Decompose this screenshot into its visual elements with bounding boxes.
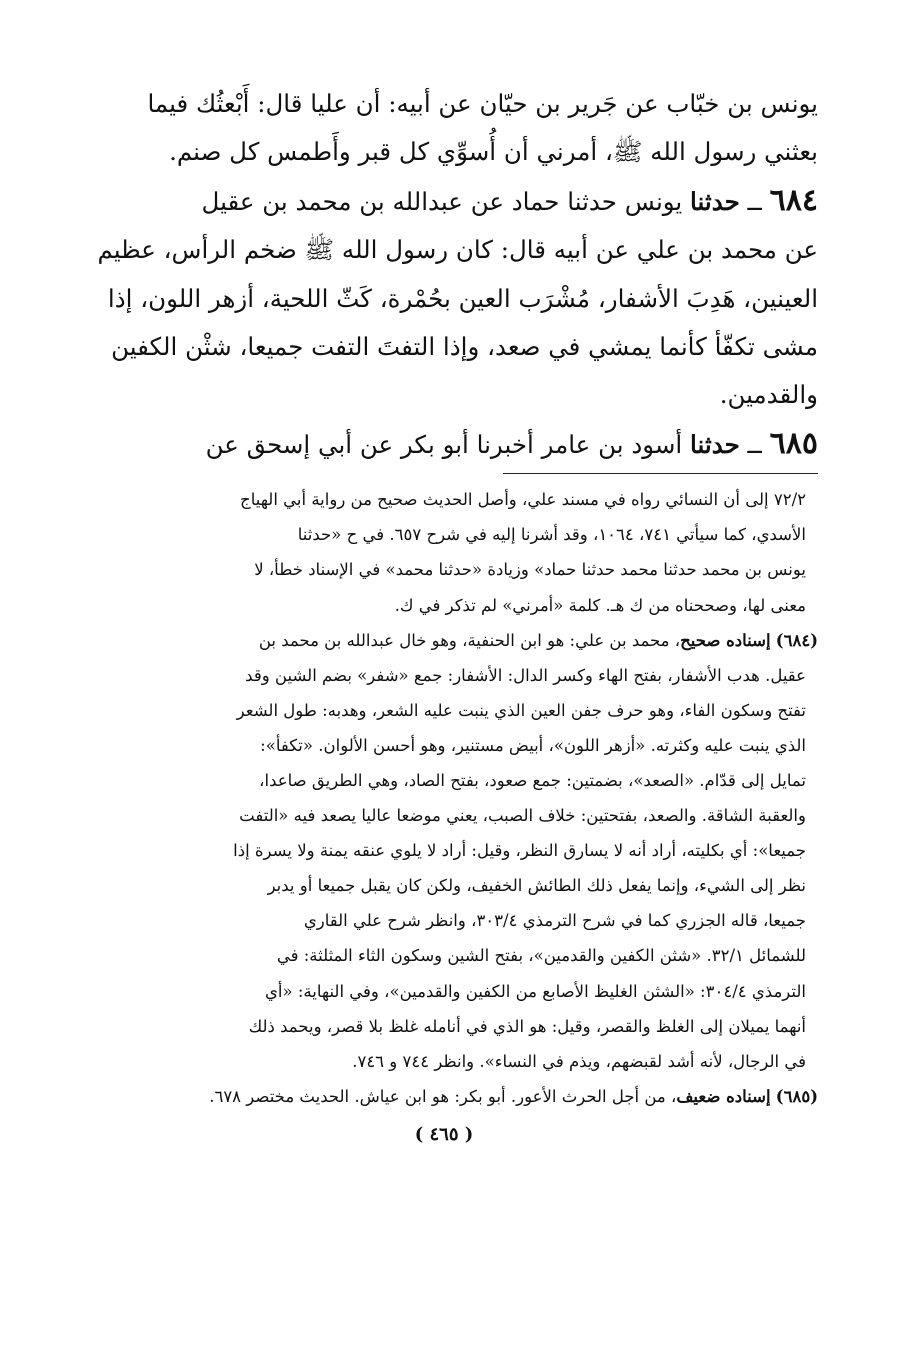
footnote-line: ٧٢/٢ إلى أن النسائي رواه في مسند علي، وأصل الحديث صحيح من رواية أبي الهياج bbox=[240, 490, 806, 510]
main-line: مشى تكفّأ كأنما يمشي في صعد، وإذا التفتَ التفت جميعا، شثْن الكفين bbox=[111, 332, 818, 362]
footnote-label: (٦٨٥) bbox=[775, 1086, 818, 1106]
main-line: يونس بن خبّاب عن جَرير بن حيّان عن أبيه: أن عليا قال: أَبْعثُك فيما bbox=[147, 89, 818, 118]
main-text bbox=[70, 80, 818, 469]
main-line: بعثني رسول الله ﷺ، أمرني أن أُسوِّي كل قبر وأَطمس كل صنم. bbox=[169, 137, 818, 167]
hadith-685 bbox=[70, 420, 818, 469]
footnote-line: الأسدي، كما سيأتي ٧٤١، ١٠٦٤، وقد أشرنا إليه في شرح ٦٥٧. في ح «حدثنا bbox=[297, 525, 806, 545]
paragraph-continuation bbox=[70, 80, 818, 177]
footnote-line: عقيل. هدب الأشفار، بفتح الهاء وكسر الدال: الأشفار: جمع «شفر» بضم الشين وقد bbox=[245, 665, 806, 685]
footnote-line: ، محمد بن علي: هو ابن الحنفية، وهو خال عبدالله بن محمد بن bbox=[258, 630, 681, 650]
footnote-grading: إسناده ضعيف bbox=[676, 1086, 771, 1106]
hadith-opening-word: حدثنا bbox=[690, 429, 740, 459]
main-line: عن محمد بن علي عن أبيه قال: كان رسول الله ﷺ ضخم الرأس، عظيم bbox=[97, 235, 818, 265]
footnotes bbox=[70, 482, 818, 1114]
footnote-line: في الرجال، لأنه أشد لقبضهم، ويذم في النساء». وانظر ٧٤٤ و ٧٤٦. bbox=[352, 1051, 806, 1071]
hadith-dash: ــ bbox=[739, 429, 770, 459]
footnote-continuation bbox=[70, 482, 818, 622]
footnote-label: (٦٨٤) bbox=[775, 630, 818, 650]
page-number: ( ٤٦٥ ) bbox=[414, 1123, 474, 1145]
hadith-opening-word: حدثنا bbox=[690, 186, 740, 216]
footnote-line: يونس بن محمد حدثنا محمد حدثنا حماد» وزيادة «حدثنا محمد» في الإسناد خطأ، لا bbox=[254, 560, 806, 580]
hadith-684 bbox=[70, 177, 818, 420]
footnote-line: ، من أجل الحرث الأعور. أبو بكر: هو ابن عياش. الحديث مختصر ٦٧٨. bbox=[209, 1086, 677, 1106]
book-page bbox=[70, 80, 818, 1150]
footnote-684 bbox=[70, 623, 818, 1079]
footnote-line: تمايل إلى قدّام. «الصعد»، بضمتين: جمع صعود، بفتح الصاد، وهي الطريق صاعدا، bbox=[259, 771, 806, 790]
footnote-grading: إسناده صحيح bbox=[680, 630, 771, 650]
main-line: أسود بن عامر أخبرنا أبو بكر عن أبي إسحق عن bbox=[205, 429, 691, 459]
hadith-dash: ــ bbox=[739, 186, 770, 216]
footnote-685 bbox=[70, 1079, 818, 1114]
footnote-line: الترمذي ٣٠٤/٤: «الشثن الغليظ الأصابع من الكفين والقدمين»، وفي النهاية: «أي bbox=[264, 981, 806, 1001]
footnote-line: نظر إلى الشيء، وإنما يفعل ذلك الطائش الخفيف، ولكن كان يقبل جميعا أو يدبر bbox=[267, 876, 806, 896]
footnote-line: للشمائل ٣٢/١. «شثن الكفين والقدمين»، بفتح الشين وسكون الثاء المثلثة: في bbox=[276, 946, 806, 966]
main-line: والقدمين. bbox=[719, 380, 818, 410]
footnote-separator bbox=[503, 473, 818, 474]
footnote-line: معنى لها، وصححناه من ك هـ. كلمة «أمرني» لم تذكر في ك. bbox=[394, 595, 806, 615]
main-line: يونس حدثنا حماد عن عبدالله بن محمد بن عقيل bbox=[201, 186, 691, 216]
main-line: العينين، هَدِبَ الأشفار، مُشْرَب العين بحُمْرة، كَثّ اللحية، أزهر اللون، إذا bbox=[107, 283, 818, 313]
footnote-line: جميعا، قاله الجزري كما في شرح الترمذي ٣٠٣/٤، وانظر شرح علي القاري bbox=[303, 911, 806, 931]
footnote-line: جميعا»: أي بكليته، أراد أنه لا يسارق النظر، وقيل: أراد لا يلوي عنقه يمنة ولا يسرة إذا bbox=[233, 841, 806, 861]
footnote-line: والعقبة الشاقة. والصعد، بفتحتين: خلاف الصبب، يعني موضعا عاليا يصعد فيه «التفت bbox=[239, 806, 806, 826]
footnote-line: تفتح وسكون الفاء، وهو حرف جفن العين الذي ينبت عليه الشعر، وهدبه: طول الشعر bbox=[236, 700, 806, 720]
footnote-line: الذي ينبت عليه وكثرته. «أزهر اللون»، أبيض مستنير، وهو أحسن الألوان. «تكفأ»: bbox=[260, 735, 806, 755]
hadith-number: ٦٨٤ bbox=[769, 182, 818, 218]
footnote-line: أنهما يميلان إلى الغلظ والقصر، وقيل: هو الذي في أنامله غلظ بلا قصر، ويحمد ذلك bbox=[248, 1016, 806, 1036]
hadith-number: ٦٨٥ bbox=[769, 425, 818, 461]
